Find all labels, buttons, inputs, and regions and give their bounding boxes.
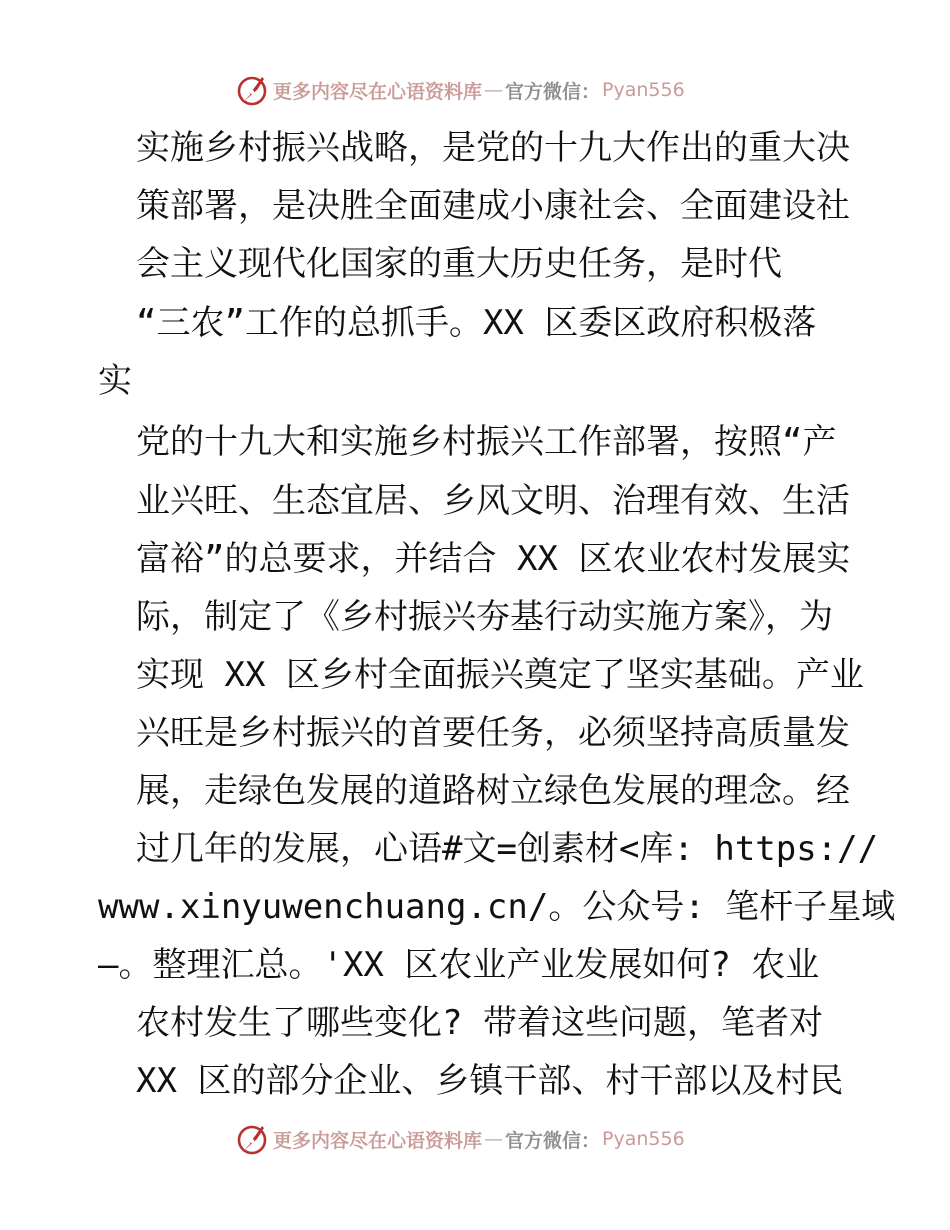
- text-line: 实: [98, 361, 132, 401]
- banner-slogan: 更多内容尽在心语资料库: [273, 80, 483, 103]
- banner-separator: —: [484, 1128, 504, 1150]
- text-line: XX 区的部分企业、乡镇干部、村干部以及村民: [136, 1061, 844, 1101]
- text-line: www.xinyuwenchuang.cn/。公众号: 笔杆子星域: [98, 887, 896, 927]
- text-line: 党的十九大和实施乡村振兴工作部署，按照“产: [136, 422, 837, 462]
- banner-wechat-label: 官方微信：: [505, 80, 601, 103]
- text-line: 实现 XX 区乡村全面振兴奠定了坚实基础。产业: [136, 655, 864, 695]
- text-line: —。整理汇总。'XX 区农业产业发展如何? 农业: [98, 945, 820, 985]
- header-banner: [235, 72, 715, 108]
- text-line: 实施乡村振兴战略，是党的十九大作出的重大决: [136, 128, 850, 168]
- text-line: 兴旺是乡村振兴的首要任务，必须坚持高质量发: [136, 713, 850, 753]
- text-line: 富裕”的总要求，并结合 XX 区农业农村发展实: [136, 539, 851, 579]
- quill-logo-icon: [235, 73, 269, 107]
- footer-banner: [235, 1121, 715, 1157]
- banner-separator: —: [484, 79, 504, 101]
- banner-slogan: 更多内容尽在心语资料库: [273, 1129, 483, 1152]
- text-line: 策部署，是决胜全面建成小康社会、全面建设社: [136, 186, 850, 226]
- text-line: 过几年的发展，心语#文=创素材<库: https://: [136, 829, 879, 869]
- text-line: 际，制定了《乡村振兴夯基行动实施方案》，为: [136, 597, 833, 637]
- banner-wechat-id: Pyan556: [602, 1128, 685, 1150]
- text-line: 展，走绿色发展的道路树立绿色发展的理念。经: [136, 771, 850, 811]
- text-line: 会主义现代化国家的重大历史任务，是时代: [136, 244, 782, 284]
- text-line: 业兴旺、生态宜居、乡风文明、治理有效、生活: [136, 481, 850, 521]
- banner-wechat-id: Pyan556: [602, 79, 685, 101]
- banner-wechat-label: 官方微信：: [505, 1129, 601, 1152]
- quill-logo-icon: [235, 1122, 269, 1156]
- text-line: 农村发生了哪些变化? 带着这些问题，笔者对: [136, 1003, 823, 1043]
- text-line: “三农”工作的总抓手。XX 区委区政府积极落: [136, 303, 817, 343]
